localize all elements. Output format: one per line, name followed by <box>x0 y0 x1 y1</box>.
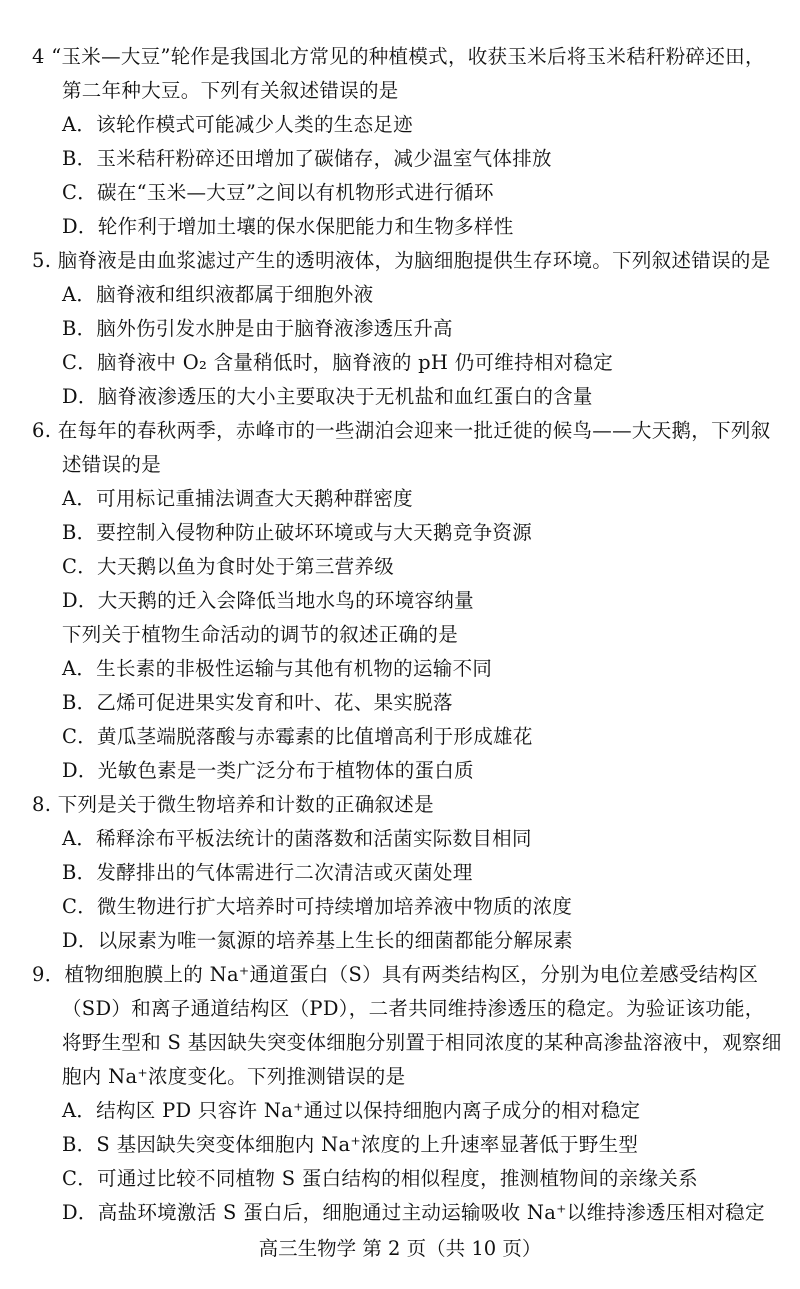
option-c: C．微生物进行扩大培养时可持续增加培养液中物质的浓度 <box>62 895 573 918</box>
option-d: D．以尿素为唯一氮源的培养基上生长的细菌都能分解尿素 <box>62 929 573 952</box>
question-stem-line: 述错误的是 <box>62 453 162 476</box>
question-stem-line: 胞内 Na⁺浓度变化。下列推测错误的是 <box>62 1065 406 1088</box>
option-a: A．结构区 PD 只容许 Na⁺通过以保持细胞内离子成分的相对稳定 <box>62 1099 641 1122</box>
option-a: A．可用标记重捕法调查大天鹅种群密度 <box>62 487 413 510</box>
question-stem-line: 6. 在每年的春秋两季，赤峰市的一些湖泊会迎来一批迁徙的候鸟——大天鹅，下列叙 <box>32 419 771 442</box>
option-b: B．乙烯可促进果实发育和叶、花、果实脱落 <box>62 691 453 714</box>
option-b: B．要控制入侵物种防止破坏环境或与大天鹅竞争资源 <box>62 521 533 544</box>
option-d: D．脑脊液渗透压的大小主要取决于无机盐和血红蛋白的含量 <box>62 385 593 408</box>
option-a: A．生长素的非极性运输与其他有机物的运输不同 <box>62 657 493 680</box>
option-b: B．脑外伤引发水肿是由于脑脊液渗透压升高 <box>62 317 453 340</box>
question-stem-line: 4 “玉米—大豆”轮作是我国北方常见的种植模式，收获玉米后将玉米秸秆粉碎还田， <box>32 45 765 68</box>
option-a: A．该轮作模式可能减少人类的生态足迹 <box>62 113 413 136</box>
option-c: C．大天鹅以鱼为食时处于第三营养级 <box>62 555 395 578</box>
option-a: A．稀释涂布平板法统计的菌落数和活菌实际数目相同 <box>62 827 532 850</box>
question-stem-line: 将野生型和 S 基因缺失突变体细胞分别置于相同浓度的某种高渗盐溶液中，观察细 <box>62 1031 782 1054</box>
option-b: B．玉米秸秆粉碎还田增加了碳储存，减少温室气体排放 <box>62 147 552 170</box>
option-d: D．光敏色素是一类广泛分布于植物体的蛋白质 <box>62 759 474 782</box>
question-stem-line: 9．植物细胞膜上的 Na⁺通道蛋白（S）具有两类结构区，分别为电位差感受结构区 <box>32 963 759 986</box>
option-a: A．脑脊液和组织液都属于细胞外液 <box>62 283 374 306</box>
question-stem-line: 5. 脑脊液是由血浆滤过产生的透明液体，为脑细胞提供生存环境。下列叙述错误的是 <box>32 249 771 272</box>
question-stem-line: 第二年种大豆。下列有关叙述错误的是 <box>62 79 399 102</box>
option-d: D．大天鹅的迁入会降低当地水鸟的环境容纳量 <box>62 589 474 612</box>
question-stem-line: 8. 下列是关于微生物培养和计数的正确叙述是 <box>32 793 434 816</box>
option-c: C．脑脊液中 O₂ 含量稍低时，脑脊液的 pH 仍可维持相对稳定 <box>62 351 614 374</box>
page-footer: 高三生物学 第 2 页（共 10 页） <box>258 1237 542 1260</box>
question-stem-line: （SD）和离子通道结构区（PD），二者共同维持渗透压的稳定。为验证该功能， <box>62 997 765 1020</box>
option-c: C．碳在“玉米—大豆”之间以有机物形式进行循环 <box>62 181 494 204</box>
question-stem-line: 下列关于植物生命活动的调节的叙述正确的是 <box>62 623 459 646</box>
option-c: C．黄瓜茎端脱落酸与赤霉素的比值增高利于形成雄花 <box>62 725 533 748</box>
option-b: B．S 基因缺失突变体细胞内 Na⁺浓度的上升速率显著低于野生型 <box>62 1133 639 1156</box>
option-b: B．发酵排出的气体需进行二次清洁或灭菌处理 <box>62 861 473 884</box>
option-d: D．轮作利于增加土壤的保水保肥能力和生物多样性 <box>62 215 514 238</box>
option-c: C．可通过比较不同植物 S 蛋白结构的相似程度，推测植物间的亲缘关系 <box>62 1167 698 1190</box>
option-d: D．高盐环境激活 S 蛋白后，细胞通过主动运输吸收 Na⁺以维持渗透压相对稳定 <box>62 1201 765 1224</box>
